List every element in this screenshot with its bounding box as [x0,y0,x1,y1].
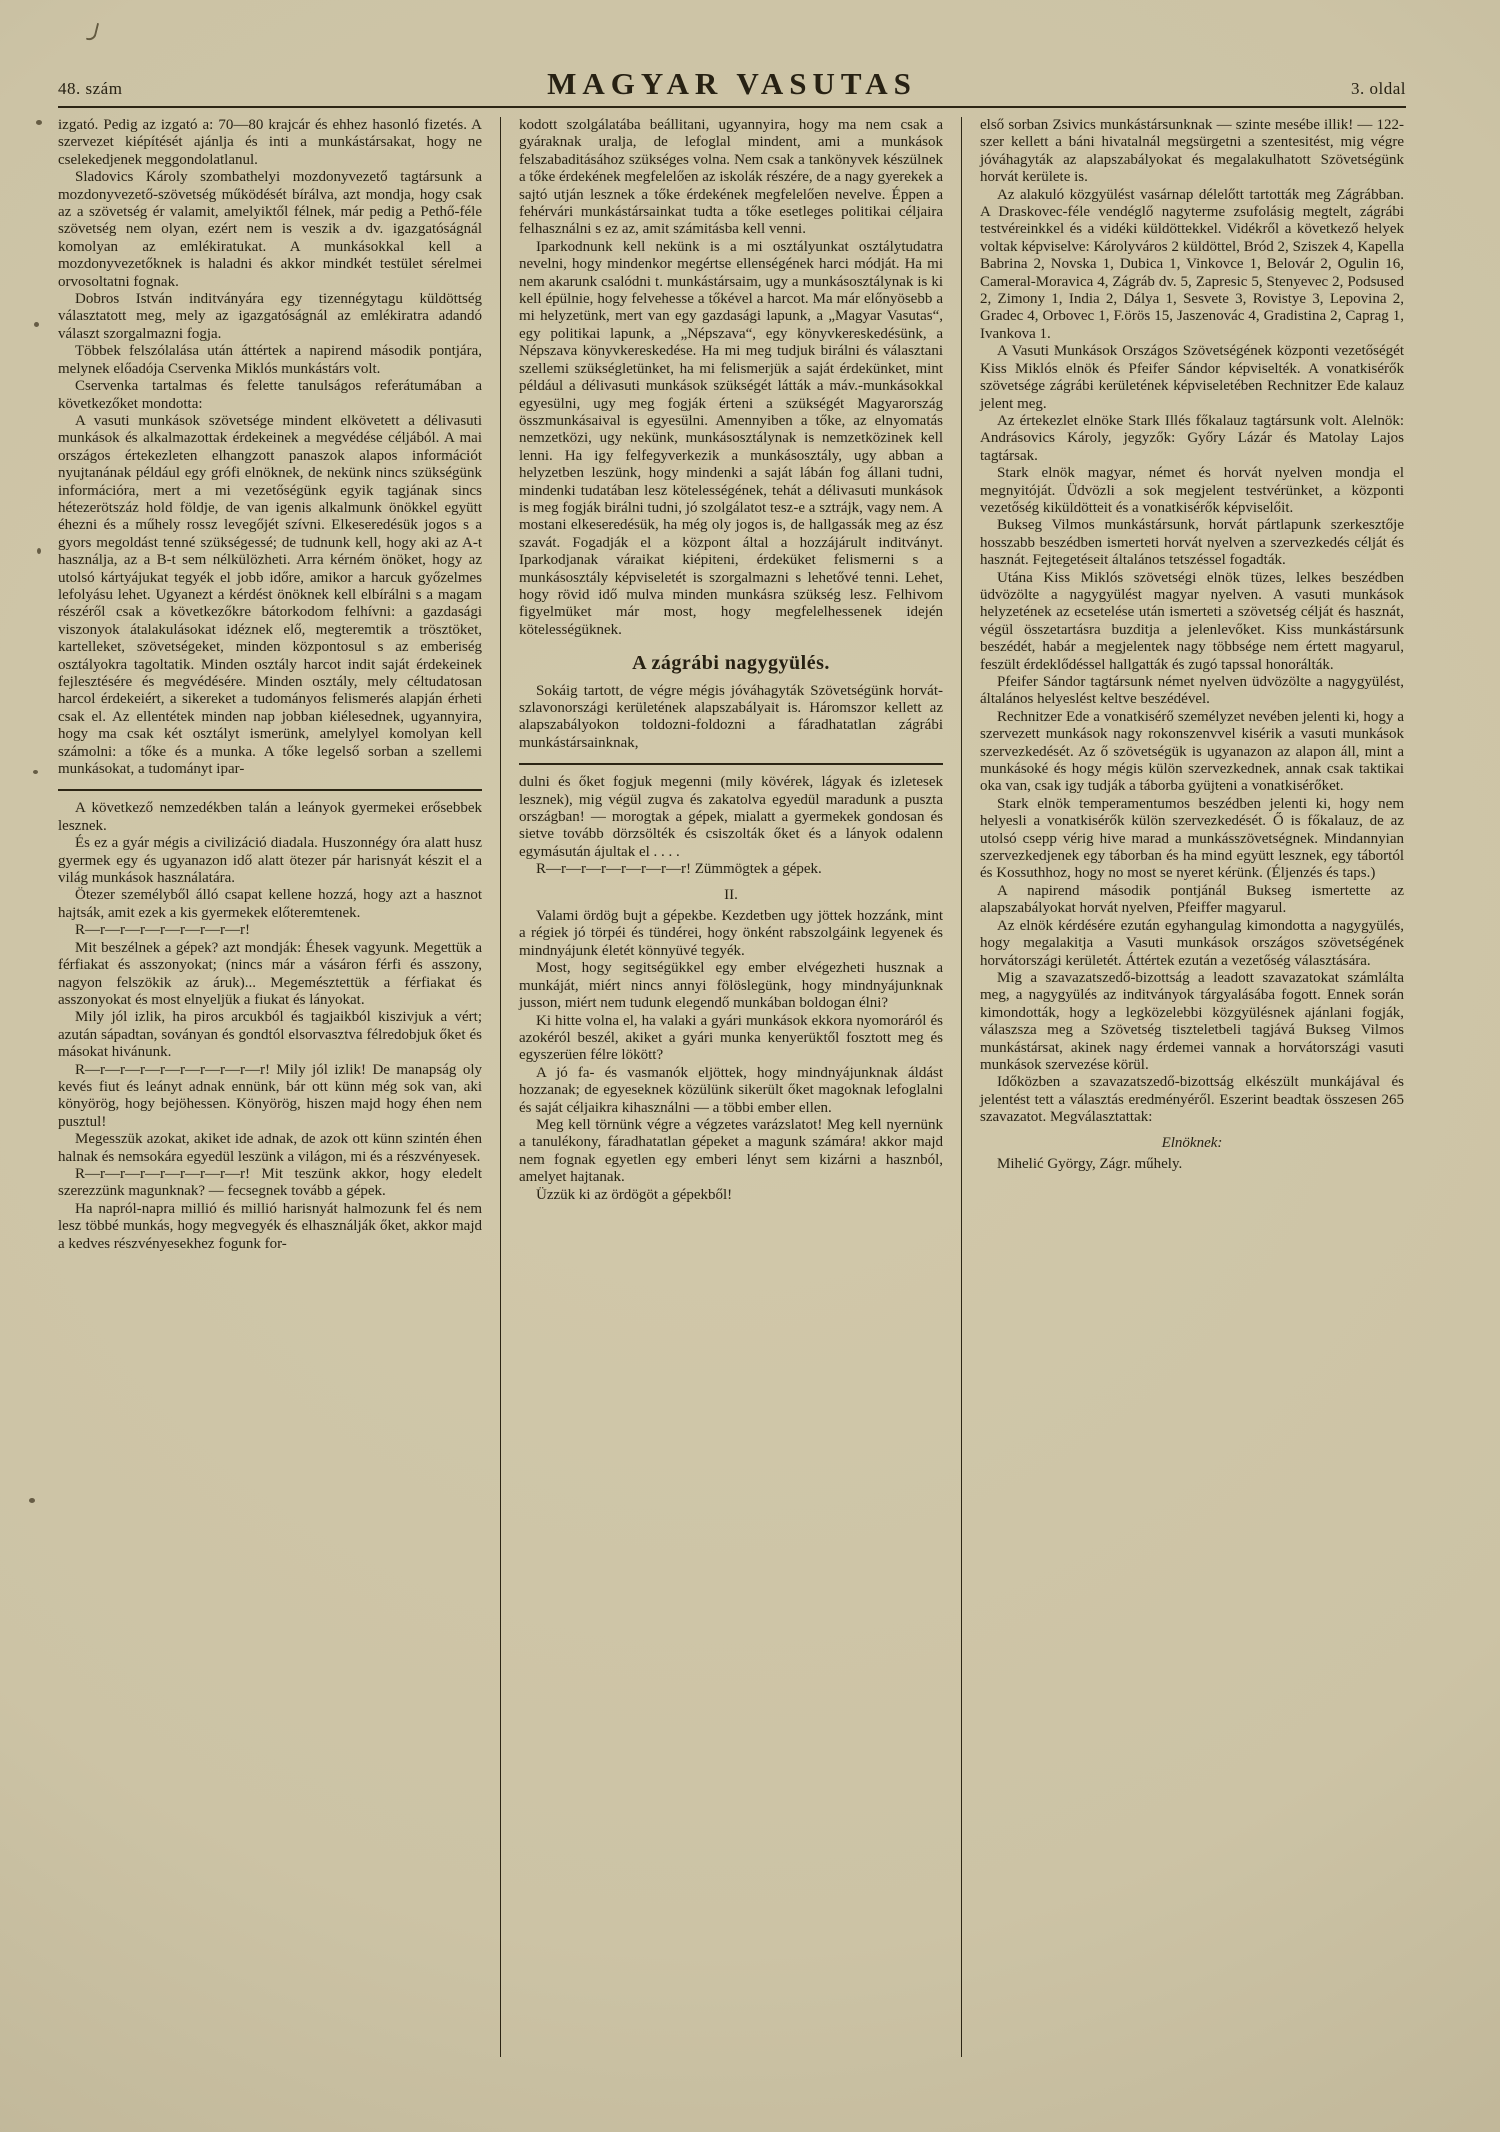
paragraph: R—r—r—r—r—r—r—r! Zümmögtek a gépek. [536,861,822,878]
paragraph: Az elnök kérdésére ezután egyhangulag kimondotta a nagygyülés, hogy megalakitja a Vasuti munkások országos szövetségének horvátországi kerületét. Áttértek ezután a vezetőség választására. [980,917,1404,969]
paragraph: Az alakuló közgyülést vasárnap délelőtt tartották meg Zágrábban. A Draskovec-féle vendéglő nagyterme zsufolásig megtelt, zágrábi testvéreinkkel és a vidéki küldöttekkel. Vidékről a következő helyek voltak képviselve: Károlyváros 2 küldöttel, Bród 2, Sziszek 4, Kapella Babrina 2, Novska 1, Dubica 1, Vinkovce 1, Belovár 2, Ogulin 16, Cameral-Moravica 4, Zágráb dv. 5, Zapresic 5, Stenyevec 2, Podsused 2, Zimony 1, India 2, Dálya 1, Sesvete 3, Rovistye 3, Lepovina 2, Gradec 4, Orbovec 1, F.örös 15, Jaszenovác 4, Gradistina 2, Caprag 1, Ivankova 1. [980,186,1404,342]
paragraph: Sokáig tartott, de végre mégis jóváhagyták Szövetségünk horvát-szlavonországi kerületének alapszabályait is. Háromszor kellett az alapszabályokon toldozni-foldozni a fáradhatatlan zágrábi munkástársainknak, [519,682,943,751]
column-divider [500,117,501,2057]
paragraph: Utána Kiss Miklós szövetségi elnök tüzes, lelkes beszédben üdvözölte a nagygyülést magyar nyelven. A vasuti munkások helyzetének az ecsetelése után ismerteti a szövetség célját és hasznát, végül összetartásra buzditja a jelenlevőket. Kiss munkástársunk beszédét, habár a megjelentek nagy többsége nem értett magyarul, feszült érdeklődéssel hallgatták és zugó tapssal honorálták. [980,569,1404,673]
feuilleton-rule-left [58,789,482,791]
paragraph: izgató. Pedig az izgató a: 70—80 krajcár és ehhez hasonló fizetés. A szervezet kiépítését ajánlja és inti a munkástársakat, hogy ne cselekedjenek meggondolatlanul. [58,117,482,168]
paragraph: Most, hogy segitségükkel egy ember elvégezheti husznak a munkáját, miért nincs annyi fölöslegünk, hogy mindnyájunknak jusson, miért nem tudunk elegendő munkában boldogan élni? [519,960,943,1012]
paragraph: Ötezer személyből álló csapat kellene hozzá, hogy azt a hasznot hajtsák, amit ezek a kis gyermekek előteremtenek. [58,887,482,921]
paragraph: II. [724,886,738,903]
article-continuation-middle [519,117,943,639]
paragraph: Pfeifer Sándor tagtársunk német nyelven üdvözölte a nagygyülést, általános helyeslést keltve beszédével. [980,674,1404,708]
header-rule [58,106,1406,108]
article-heading: A zágrábi nagygyülés. [632,652,830,675]
paragraph: R—r—r—r—r—r—r—r—r! Mit teszünk akkor, hogy eledelt szerezzünk magunknak? — fecsegnek tovább a gépek. [58,1165,482,1200]
paragraph: dulni és őket fogjuk megenni (mily kövérek, lágyak és izletesek lesznek), mig végül zugva és zakatolva egyedül maradunk a puszta országban! — morogtak a gépek, mialatt a gyermekek gondosan és sietve tovább dörzsölték és csiszolták őket és a lányok odalenn egymásután ájultak el . . . . [519,774,943,860]
feuilleton-middle [519,774,943,1204]
paragraph: Cservenka tartalmas és felette tanulságos referátumában a következőket mondotta: [58,378,482,412]
paragraph: És ez a gyár mégis a civilizáció diadala. Huszonnégy óra alatt husz gyermek egy és ugyanazon idő alatt ötezer pár harisnyát készit el a világ munkások használatára. [58,835,482,887]
columns [58,117,1406,2057]
page-number: 3. oldal [1351,79,1406,98]
article-continuation-left [58,117,482,778]
scan-speck [36,120,42,125]
paragraph: A következő nemzedékben talán a leányok gyermekei erősebbek lesznek. [58,800,482,834]
column-divider [961,117,962,2057]
paragraph: Mihelić György, Zágr. műhely. [997,1155,1183,1172]
paragraph: Rechnitzer Ede a vonatkisérő személyzet nevében jelenti ki, hogy a szervezett munkások nagy rokonszenvvel kisérik a vasuti munkások szervezkedését. Az ő szövetségük is ugyanazon az alapon áll, mint a munkásoké és hogy mégis külön szervezkednek, annak csak taktikai oka van, csak igy tudják a táborba gyüjteni a vonatkisérőket. [980,708,1404,795]
paragraph: R—r—r—r—r—r—r—r—r—r! Mily jól izlik! De manapság oly kevés fiut és leányt adnak ennünk, bár ott künn még sok van, aki könyörög, hogy bejöhessen. Könyörög, hiszen majd hogy éhen nem pusztul! [58,1061,482,1130]
paragraph: Mily jól izlik, ha piros arcukból és tagjaikból kiszivjuk a vért; azután sápadtan, soványan és gondtól elsorvasztva félredobjuk őket és másokat hivánunk. [58,1009,482,1061]
paragraph: Ki hitte volna el, ha valaki a gyári munkások ekkora nyomoráról és azokéról beszél, akiket a gyári munka kenyerüktől fosztott meg és egyszerüen félre lökött? [519,1012,943,1064]
paragraph: első sorban Zsivics munkástársunknak — szinte mesébe illik! — 122-szer kellett a báni hivatalnál megsürgetni a szentesitést, mig végre jóváhagyták az alapszabályokat és megalakulhatott Szövetségünk horvát kerülete is. [980,117,1404,186]
paragraph: Időközben a szavazatszedő-bizottság elkészült munkájával és jelentést tett a választás eredményéről. Eszerint beadtak összesen 265 szavazatot. Megválasztattak: [980,1074,1404,1126]
paragraph: Elnöknek: [1161,1134,1223,1151]
paragraph: Stark elnök temperamentumos beszédben jelenti ki, hogy nem helyesli a vonatkisérők külön szervezkedését. Ő is főkalauz, de az utolsó csepp vérig hive marad a munkásszövetségnek. Mindannyian szervezkedjenek egy táborban és ha mind együtt lesznek, egy tábortól és Kossuthhoz, hogy no most se nyeret kérünk. (Éljenzés és taps.) [980,795,1404,882]
scan-speck [29,1498,35,1503]
scan-speck [37,548,41,554]
column-right [980,117,1404,2057]
issue-number: 48. szám [58,79,123,98]
paragraph: Meg kell törnünk végre a végzetes varázslatot! Meg kell nyernünk a tanulékony, fáradhatatlan gépeket a magunk számára! akkor majd nem fognak egyetlen egy emberi lényt sem kizárni a hasznból, amelyet hajtanak. [519,1116,943,1186]
feuilleton-rule-middle [519,763,943,765]
column-middle [519,117,943,2057]
paragraph: Többek felszólalása után áttértek a napirend második pontjára, melynek előadója Cservenka Miklós munkástárs volt. [58,343,482,377]
masthead-title: MAGYAR VASUTAS [547,66,917,101]
paragraph: A napirend második pontjánál Bukseg ismertette az alapszabályokat horvát nyelven, Pfeiffer magyarul. [980,882,1404,917]
paragraph: Stark elnök magyar, német és horvát nyelven mondja el megnyitóját. Üdvözli a sok megjelent testvérünket, a központi vezetőség kiküldötteit és a vonatkisérők képviselőit. [980,465,1404,516]
paragraph: A jó fa- és vasmanók eljöttek, hogy mindnyájunknak áldást hozzanak; de egyeseknek közülünk sikerült őket magoknak lefoglalni és saját céljaikra kihasználni — a többi ember ellen. [519,1064,943,1116]
scan-speck [33,770,38,774]
paragraph: Bukseg Vilmos munkástársunk, horvát pártlapunk szerkesztője hosszabb beszédben ismerteti horvát nyelven a szervezkedés célját és hasznát. Fejtegetéseit általános tetszéssel fogadták. [980,517,1404,569]
paragraph: Mig a szavazatszedő-bizottság a leadott szavazatokat számlálta meg, a nagygyülés az inditványok tárgyalásába fogott. Ennek során kimondották, hogy a legközelebbi közgyülésnek ajánlani fogják, válaszsza meg a Szövetség tiszteletbeli tagjává Bukseg Vilmos munkástársat, akinek nagy érdemei vannak a horvátországi vasuti munkások szervezése körül. [980,969,1404,1073]
article-zagrab-start [519,683,943,753]
article-zagrab-continuation [980,117,1404,1173]
paragraph: Dobros István inditványára egy tizennégytagu küldöttség választatott meg, mely az igazgatóságnál az emlékiratra adandó választ szorgalmazni fogja. [58,291,482,342]
paragraph: Mit beszélnek a gépek? azt mondják: Éhesek vagyunk. Megettük a férfiakat és asszonyokat; (nincs már a vásáron férfi és asszony, nagyon felszökik az áruk)... Megemésztettük a férfiakat és asszonyokat és most elnyeljük a fiukat és lányokat. [58,939,482,1008]
page-header [58,66,1406,102]
handwritten-mark [86,21,99,42]
paragraph: A Vasuti Munkások Országos Szövetségének központi vezetőségét Kiss Miklós elnök és Pfeifer Sándor képviselték. A vonatkisérők szövetsége zágrábi kerületének képviseletében Rechnitzer Ede kalauz jelent meg. [980,343,1404,412]
feuilleton-left [58,800,482,1253]
scan-speck [34,322,39,327]
paragraph: Üzzük ki az ördögöt a gépekből! [536,1186,733,1203]
page-content [58,66,1406,2057]
paragraph: Iparkodnunk kell nekünk is a mi osztályunkat osztálytudatra nevelni, hogy mindenkor megértse ellenségének harci módját. Ha mi nem akarunk csalódni t. munkástársaim, ugy a munkásosztálynak is ki kell épülnie, hogy felvehesse a tőkével a harcot. Ma már előnyösebb a mi helyzetünk, mert van egy gazdasági lapunk, a „Magyar Vasutas“, egy politikai lapunk, a „Népszava“, egy könyvkereskedésünk, a Népszava könyvkereskedése. Ha mi meg tudjuk birálni és választani szellemi szükségletünket, ha mi felismerjük a saját érdekünket, mint például a délivasuti munkások szükségét látták a máv.-munkásokkal egyesülni, ugy meg fogják érteni a szükségét Magyarország összmunkásaival is egyesülni. Amennyiben a tőke, az elnyomatás nemzetközi, ugy nekünk, munkásosztálynak is nemzetközinek kell lenni. Ha igy felfegyverkezik a munkásosztály, ugy abban a helyzetben leszünk, hogy mindenki a saját lábán fog állani tudni, mindenki tudatában lesz kötelességének, tehát a délivasuti munkások is meg fogják birálni tudni, jó szolgálatot tesz-e a sztrájk, vagy nem. A mostani elkeseredésük, ha még oly jogos is, de hallgassák meg az ész szavát. Fogadják el a központ által a hozzájárult inditványt. Iparkodjanak váraikat kiépiteni, érdeküket felismerni s a munkásosztály képviseletét is szorgalmazni s lehetővé tenni. Lehet, hogy rövid idő mulva minden munkásra szükség lesz. Felhivom figyelmüket már most, hogy megfelelhessenek idején kötelességüknek. [519,238,943,638]
column-left [58,117,482,2057]
paragraph: Az értekezlet elnöke Stark Illés főkalauz tagtársunk volt. Alelnök: Andrásovics Károly, jegyzők: Győry Lázár és Matolay Lajos tagtársak. [980,412,1404,464]
paragraph: A vasuti munkások szövetsége mindent elkövetett a délivasuti munkások és alkalmazottak érdekeinek a megvédése céljából. A mai országos értekezleten elhangzott panaszok alapos információt nyujtanának például egy grófi elnöknek, de nekünk nincs szükségünk információra, mert a mi vezetőségünk egyik tagjának sincs hétezerötszáz hold földje, de van igenis alkalmunk önökkel együtt éhezni és a műhely rossz levegőjét szívni. Elkeseredésük jogos s a gyors megoldást tenné szükségessé; de tudnunk kell, hogy aki az A-t használja, az a B-t sem nélkülözheti. Arra kérném önöket, hogy az utolsó kártyájukat tegyék el jobb időre, amikor a harcuk győzelmes lefolyásu lehet. Ugyanezt a kérdést önöknek kell elbírálni s a magam részéről csak a következőkre bátorkodom felhívni: a gazdasági viszonyok átalakulásokat idéznek elő, megteremtik a trösztöket, kartelleket, szövetségeket, minden központosul s az emberiség osztályokra tagoltatik. Minden osztály harcot indit saját érdekeinek fejlesztésére és megvédésére. Minden osztály, mely céltudatosan harcol érdekeiért, a sikereket a tudományos felismerés alapján érheti csak el. Az ellentétek minden nap jobban kiélesednek, ugyannyira, hogy ma csak két osztályt ismerünk, amelylyel komolyan kell számolni: a tőke és a munka. A tőke legelső sorban a szellemi munkásokat, a tudományt ipar- [58,412,482,778]
paragraph: R—r—r—r—r—r—r—r—r! [75,922,250,939]
paragraph: Ha napról-napra millió és millió harisnyát halmozunk fel és nem lesz többé munkás, hogy megvegyék és elhasználják őket, akkor majd a kedves részvényesekhez fogunk for- [58,1200,482,1252]
paragraph: Valami ördög bujt a gépekbe. Kezdetben ugy jöttek hozzánk, mint a régiek jó törpéi és tündérei, hogy önként rabszolgáink legyenek és mindnyájunk életét könnyüvé tegyék. [519,908,943,959]
paragraph: kodott szolgálatába beállitani, ugyannyira, hogy ma nem csak a gyáraknak uralja, de lefoglal mindent, ami a munkások felszabaditásához szükséges volna. Nem csak a tankönyvek készülnek a tőke érdekének megfelelően az iskolák részére, de a nagy gyerekek a sajtó utján lesznek a tőke érdekének megfelelően nevelve. Éppen a fehérvári munkástársainkat tudta a tőke esetleges politikai céljaira felhasználni s ez az, amit számitásba kell venni. [519,117,943,238]
paragraph: Megesszük azokat, akiket ide adnak, de azok ott künn szintén éhen halnak és nemsokára egyedül leszünk a világon, mi és a részvényesek. [58,1131,482,1165]
paragraph: Sladovics Károly szombathelyi mozdonyvezető tagtársunk a mozdonyvezető-szövetség működését bírálva, azt mondja, hogy csak az a szövetség ér valamit, amelyiktől félnek, már pedig a Pethő-féle szövetség nem olyan, ezért nem is veszik a dv. igazgatóságnál komolyan az emlékiratukat. A munkásokkal kell a mozdonyvezetőknek is haladni és akkor mindkét testület sérelmei orvosoltatni fognak. [58,169,482,290]
